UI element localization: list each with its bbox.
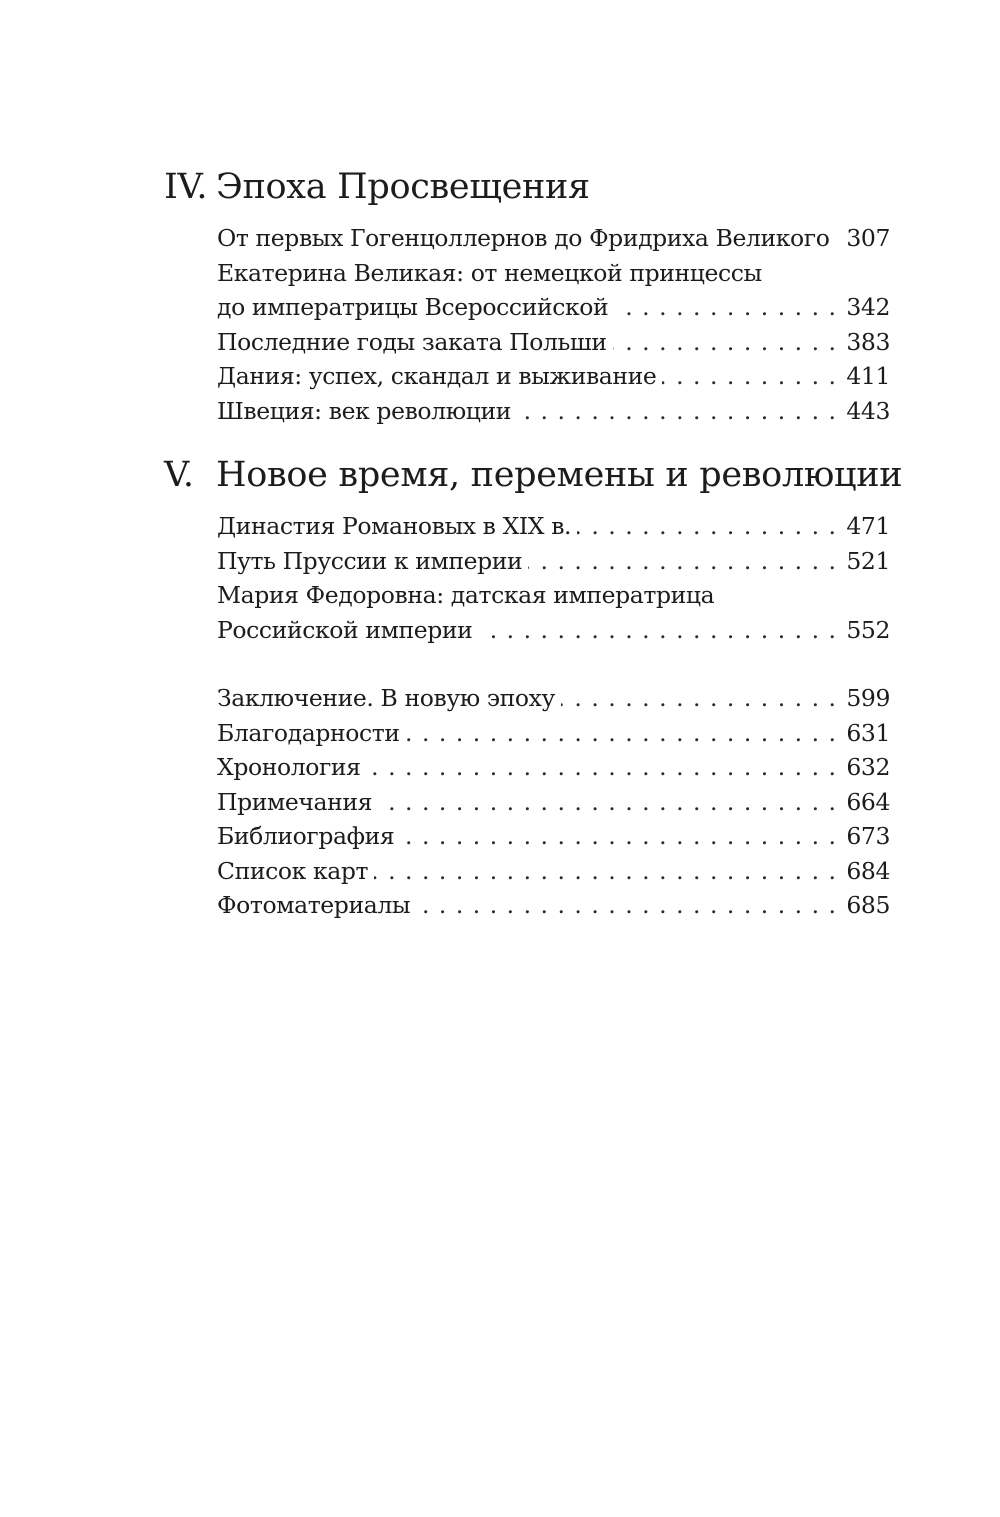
toc-entry[interactable] bbox=[217, 716, 890, 751]
dot-leader bbox=[367, 750, 836, 785]
entry-title: Дания: успех, скандал и выживание bbox=[217, 362, 657, 390]
part-heading bbox=[164, 453, 904, 497]
page-number: 552 bbox=[846, 615, 890, 644]
toc-entry[interactable] bbox=[217, 221, 890, 256]
toc-entry[interactable] bbox=[217, 681, 890, 716]
part-numeral: V. bbox=[164, 455, 194, 495]
toc-entry[interactable] bbox=[217, 359, 890, 394]
toc-entry[interactable] bbox=[217, 544, 890, 579]
toc-entry-first-line[interactable] bbox=[217, 578, 890, 613]
dot-leader bbox=[577, 509, 836, 544]
part-heading bbox=[164, 165, 904, 209]
entry-title: Заключение. В новую эпоху bbox=[217, 684, 555, 712]
part-numeral: IV. bbox=[164, 167, 208, 207]
toc-entry[interactable] bbox=[217, 854, 890, 889]
entry-title: Путь Пруссии к империи bbox=[217, 546, 523, 575]
page-number: 664 bbox=[846, 787, 890, 816]
part-entries bbox=[217, 221, 890, 428]
dot-leader bbox=[662, 359, 836, 394]
toc-entry[interactable] bbox=[217, 613, 890, 648]
part-title: Новое время, перемены и революции bbox=[216, 455, 903, 495]
entry-title: Мария Федоровна: датская императрица bbox=[217, 581, 715, 609]
dot-leader bbox=[478, 613, 836, 648]
entry-title: Список карт bbox=[217, 856, 369, 885]
page-number: 521 bbox=[846, 546, 890, 575]
part-title: Эпоха Просвещения bbox=[216, 167, 590, 207]
page-number: 599 bbox=[846, 684, 890, 712]
dot-leader bbox=[613, 325, 836, 360]
page-number: 411 bbox=[846, 362, 890, 390]
dot-leader bbox=[528, 544, 836, 579]
dot-leader bbox=[416, 888, 836, 923]
dot-leader bbox=[517, 394, 836, 429]
page-number: 673 bbox=[846, 822, 890, 850]
dot-leader bbox=[400, 819, 836, 854]
entry-title: Династия Романовых в XIX в. bbox=[217, 512, 572, 540]
toc-entry[interactable] bbox=[217, 750, 890, 785]
toc-entry[interactable] bbox=[217, 819, 890, 854]
toc-entry[interactable] bbox=[217, 290, 890, 325]
entry-title: до императрицы Всероссийской bbox=[217, 293, 609, 321]
dot-leader bbox=[561, 681, 836, 716]
page-number: 471 bbox=[846, 512, 890, 540]
page-number: 307 bbox=[846, 224, 890, 252]
entry-title: От первых Гогенцоллернов до Фридриха Великого bbox=[217, 224, 830, 252]
entry-title: Библиография bbox=[217, 822, 395, 850]
toc-entry[interactable] bbox=[217, 394, 890, 429]
dot-leader bbox=[614, 290, 836, 325]
entry-title: Фотоматериалы bbox=[217, 891, 411, 919]
dot-leader bbox=[378, 785, 836, 820]
page-number: 632 bbox=[846, 753, 890, 781]
entry-title: Последние годы заката Польши bbox=[217, 327, 607, 356]
back-matter-entries bbox=[217, 681, 890, 923]
entry-title: Хронология bbox=[217, 753, 361, 781]
toc-entry[interactable] bbox=[217, 888, 890, 923]
dot-leader bbox=[406, 716, 836, 751]
page-number: 684 bbox=[846, 856, 890, 885]
page-number: 443 bbox=[846, 396, 890, 425]
page-number: 342 bbox=[846, 293, 890, 321]
entry-title: Российской империи bbox=[217, 615, 473, 644]
toc-entry-first-line[interactable] bbox=[217, 256, 890, 291]
page-number: 383 bbox=[846, 327, 890, 356]
dot-leader bbox=[374, 854, 836, 889]
page-number: 631 bbox=[846, 718, 890, 747]
toc-entry[interactable] bbox=[217, 509, 890, 544]
part-entries bbox=[217, 509, 890, 647]
entry-title: Екатерина Великая: от немецкой принцессы bbox=[217, 258, 762, 287]
toc-entry[interactable] bbox=[217, 325, 890, 360]
entry-title: Швеция: век революции bbox=[217, 396, 511, 425]
entry-title: Благодарности bbox=[217, 718, 400, 747]
entry-title: Примечания bbox=[217, 787, 373, 816]
dot-leader bbox=[835, 221, 836, 256]
page-number: 685 bbox=[846, 891, 890, 919]
toc-entry[interactable] bbox=[217, 785, 890, 820]
